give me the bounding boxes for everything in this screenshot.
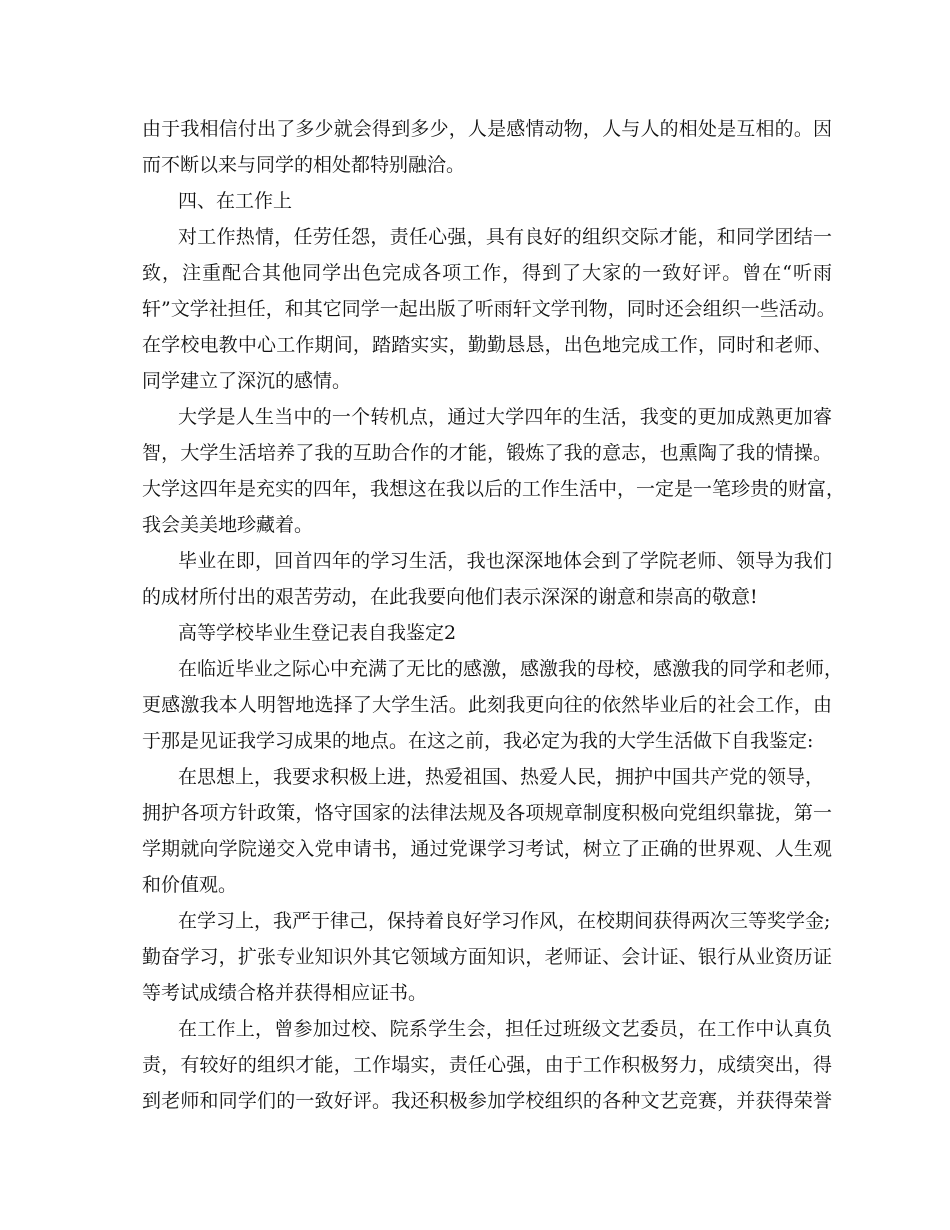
text-line: 到老师和同学们的一致好评。我还积极参加学校组织的各种文艺竞赛，并获得荣誉 bbox=[142, 1090, 832, 1112]
text-line: 的成材所付出的艰苦劳动，在此我要向他们表示深深的谢意和崇高的敬意! bbox=[142, 586, 758, 608]
section-heading: 高等学校毕业生登记表自我鉴定2 bbox=[178, 622, 457, 644]
text-line: 等考试成绩合格并获得相应证书。 bbox=[142, 982, 428, 1004]
text-line: 和价值观。 bbox=[142, 874, 238, 896]
text-line: 更感激我本人明智地选择了大学生活。此刻我更向往的依然毕业后的社会工作，由 bbox=[142, 694, 832, 716]
text-line: 致，注重配合其他同学出色完成各项工作，得到了大家的一致好评。曾在“听雨 bbox=[142, 262, 832, 284]
text-line: 对工作热情，任劳任怨，责任心强，具有良好的组织交际才能，和同学团结一 bbox=[178, 226, 832, 248]
text-line: 拥护各项方针政策，恪守国家的法律法规及各项规章制度积极向党组织靠拢，第一 bbox=[142, 802, 832, 824]
text-line: 学期就向学院递交入党申请书，通过党课学习考试，树立了正确的世界观、人生观 bbox=[142, 838, 832, 860]
text-line: 责，有较好的组织才能，工作塌实，责任心强，由于工作积极努力，成绩突出，得 bbox=[142, 1054, 832, 1076]
text-line: 在工作上，曾参加过校、院系学生会，担任过班级文艺委员，在工作中认真负 bbox=[178, 1018, 832, 1040]
text-line: 在思想上，我要求积极上进，热爱祖国、热爱人民，拥护中国共产党的领导， bbox=[178, 766, 825, 788]
text-line: 同学建立了深沉的感情。 bbox=[142, 370, 352, 392]
text-line: 智，大学生活培养了我的互助合作的才能，锻炼了我的意志，也熏陶了我的情操。 bbox=[142, 442, 832, 464]
text-line: 在学习上，我严于律己，保持着良好学习作风，在校期间获得两次三等奖学金; bbox=[178, 910, 831, 932]
text-line: 而不断以来与同学的相处都特别融洽。 bbox=[142, 154, 466, 176]
text-line: 毕业在即，回首四年的学习生活，我也深深地体会到了学院老师、领导为我们 bbox=[178, 550, 832, 572]
text-line: 大学是人生当中的一个转机点，通过大学四年的生活，我变的更加成熟更加睿 bbox=[178, 406, 832, 428]
text-line: 我会美美地珍藏着。 bbox=[142, 514, 314, 536]
text-line: 由于我相信付出了多少就会得到多少，人是感情动物，人与人的相处是互相的。因 bbox=[142, 118, 832, 140]
text-line: 在学校电教中心工作期间，踏踏实实，勤勤恳恳，出色地完成工作，同时和老师、 bbox=[142, 334, 832, 356]
text-line: 大学这四年是充实的四年，我想这在我以后的工作生活中，一定是一笔珍贵的财富， bbox=[142, 478, 846, 500]
text-line: 轩”文学社担任，和其它同学一起出版了听雨轩文学刊物，同时还会组织一些活动。 bbox=[142, 298, 836, 320]
text-line: 在临近毕业之际心中充满了无比的感激，感激我的母校，感激我的同学和老师， bbox=[178, 658, 844, 680]
text-line: 于那是见证我学习成果的地点。在这之前，我必定为我的大学生活做下自我鉴定: bbox=[142, 730, 814, 752]
text-line: 勤奋学习，扩张专业知识外其它领域方面知识，老师证、会计证、银行从业资历证 bbox=[142, 946, 832, 968]
section-heading: 四、在工作上 bbox=[178, 190, 293, 212]
